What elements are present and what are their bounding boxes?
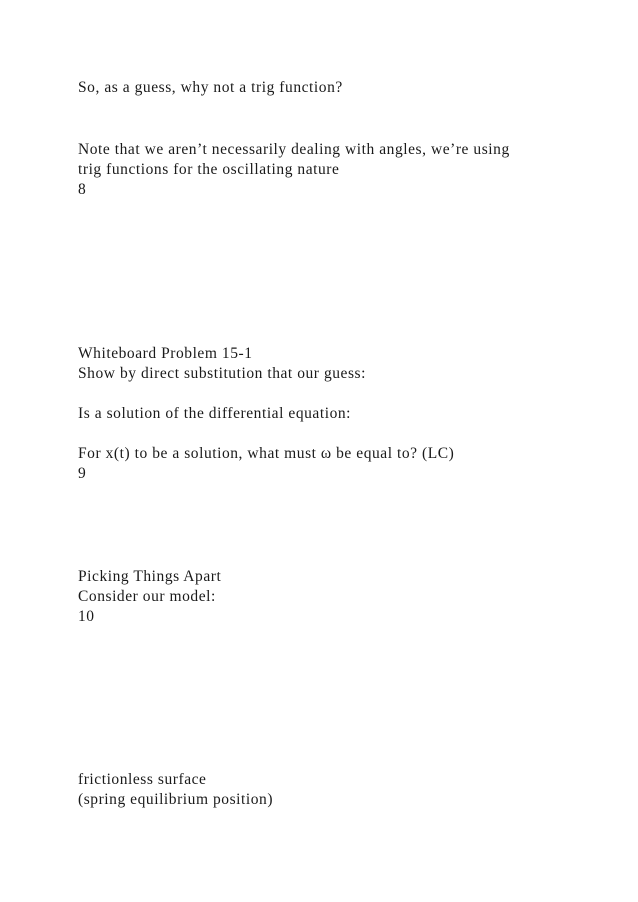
picking-title: Picking Things Apart [78, 568, 222, 585]
page-number-10: 10 [78, 608, 95, 625]
guess-text: So, as a guess, why not a trig function? [78, 79, 343, 96]
whiteboard-title: Whiteboard Problem 15-1 [78, 345, 253, 362]
note-text-line-2: trig functions for the oscillating nature [78, 161, 340, 178]
whiteboard-question-text: For x(t) to be a solution, what must ω be equal to? (LC) [78, 445, 455, 462]
page-number-9: 9 [78, 465, 87, 482]
page-number-8: 8 [78, 181, 87, 198]
whiteboard-show-text: Show by direct substitution that our guess: [78, 365, 366, 382]
spring-equilibrium-label: (spring equilibrium position) [78, 791, 274, 808]
frictionless-surface-label: frictionless surface [78, 771, 207, 788]
whiteboard-solution-text: Is a solution of the differential equation: [78, 405, 352, 422]
note-text-line-1: Note that we aren’t necessarily dealing with angles, we’re using [78, 141, 510, 158]
picking-consider-text: Consider our model: [78, 588, 216, 605]
